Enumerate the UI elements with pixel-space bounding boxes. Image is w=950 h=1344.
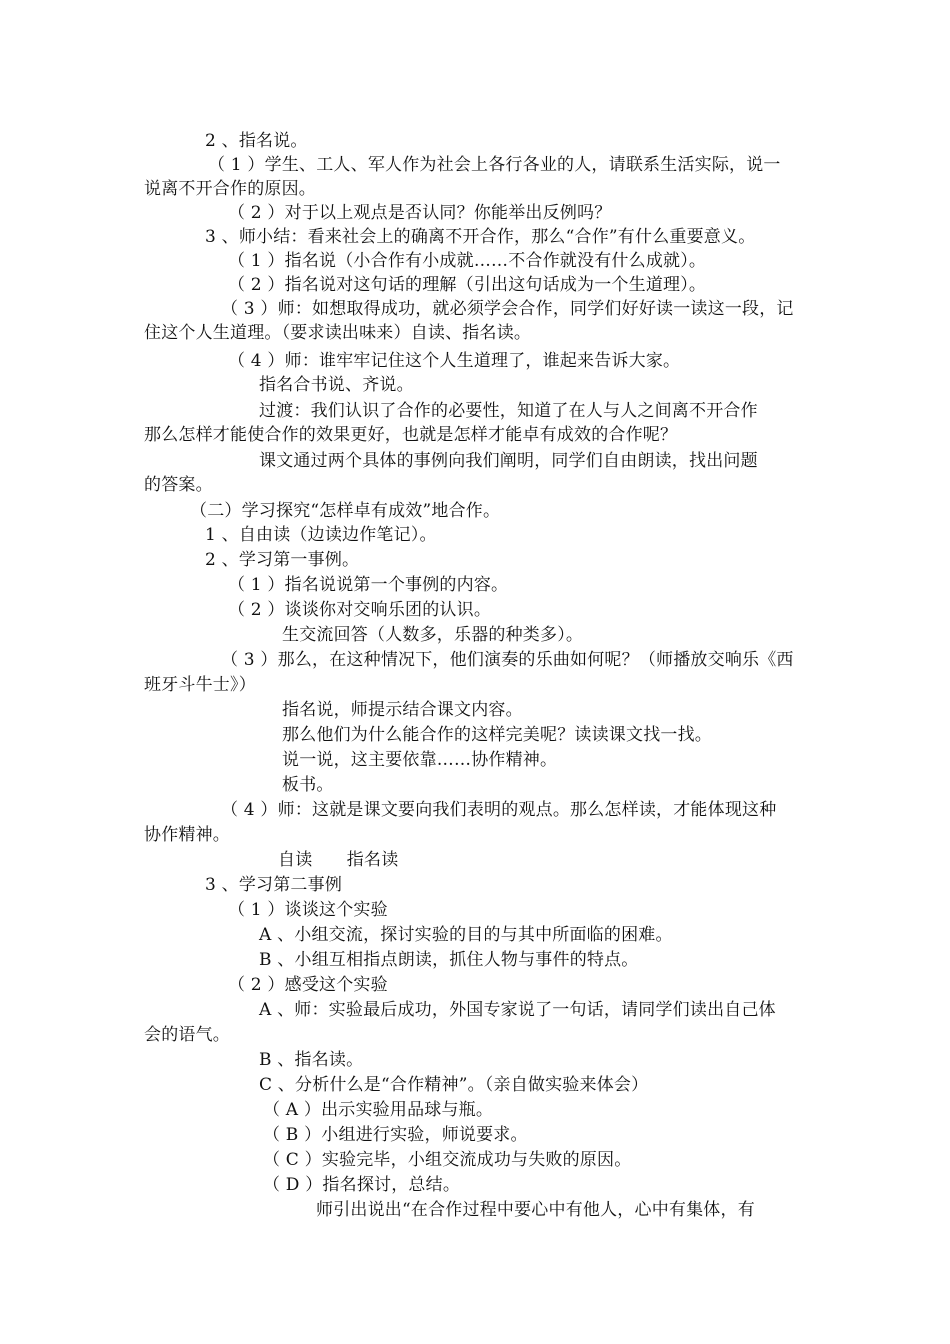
text-line: 生交流回答（人数多，乐器的种类多）。 [282, 625, 584, 645]
text-line: （ 3 ）师：如想取得成功，就必须学会合作，同学们好好读一读这一段，记 [221, 299, 794, 319]
text-line: 板书。 [282, 775, 334, 795]
text-line: B 、小组互相指点朗读，抓住人物与事件的特点。 [259, 950, 639, 970]
text-line: 指名说，师提示结合课文内容。 [282, 700, 523, 720]
text-line: B 、指名读。 [259, 1050, 364, 1070]
text-line: 3 、学习第二事例 [205, 875, 343, 895]
text-line: （ A ）出示实验用品球与瓶。 [263, 1100, 494, 1120]
text-line: A 、小组交流，探讨实验的目的与其中所面临的困难。 [259, 925, 673, 945]
text-line: 3 、师小结：看来社会上的确离不开合作，那么“合作”有什么重要意义。 [205, 227, 756, 247]
text-line: 会的语气。 [144, 1025, 230, 1045]
text-line: 那么他们为什么能合作的这样完美呢？读读课文找一找。 [282, 725, 712, 745]
text-line: 自读 指名读 [278, 850, 399, 870]
text-line: 2 、学习第一事例。 [205, 550, 360, 570]
text-line: （ 1 ）谈谈这个实验 [228, 900, 388, 920]
text-line: （ 4 ）师：谁牢牢记住这个人生道理了，谁起来告诉大家。 [228, 351, 681, 371]
text-line: 班牙斗牛士》） [144, 675, 256, 695]
text-line: 协作精神。 [144, 825, 230, 845]
text-line: （ 1 ）学生、工人、军人作为社会上各行各业的人，请联系生活实际，说一 [208, 155, 781, 175]
text-line: 说离不开合作的原因。 [144, 179, 316, 199]
text-line: 说一说，这主要依靠……协作精神。 [282, 750, 558, 770]
text-line: 师引出说出“在合作过程中要心中有他人，心中有集体，有 [316, 1200, 755, 1220]
text-line: 指名合书说、齐说。 [259, 375, 414, 395]
section-heading: （二）学习探究“怎样卓有成效”地合作。 [190, 501, 501, 521]
text-line: （ 2 ）感受这个实验 [228, 975, 388, 995]
text-line: （ B ）小组进行实验，师说要求。 [263, 1125, 528, 1145]
text-line: （ 1 ）指名说说第一个事例的内容。 [228, 575, 509, 595]
text-line: 2 、指名说。 [205, 131, 308, 151]
text-line: （ 2 ）对于以上观点是否认同？你能举出反例吗？ [228, 203, 612, 223]
text-line: A 、师：实验最后成功，外国专家说了一句话，请同学们读出自己体 [259, 1000, 776, 1020]
text-line: 课文通过两个具体的事例向我们阐明，同学们自由朗读，找出问题 [259, 451, 758, 471]
text-line: （ D ）指名探讨，总结。 [263, 1175, 461, 1195]
text-line: C 、分析什么是“合作精神”。（亲自做实验来体会） [259, 1075, 649, 1095]
text-line: 那么怎样才能使合作的效果更好，也就是怎样才能卓有成效的合作呢？ [144, 425, 678, 445]
text-line: 过渡：我们认识了合作的必要性，知道了在人与人之间离不开合作 [259, 401, 758, 421]
text-line: 住这个人生道理。（要求读出味来）自读、指名读。 [144, 323, 532, 343]
text-line: 1 、自由读（边读边作笔记）。 [205, 525, 437, 545]
text-line: （ 2 ）指名说对这句话的理解（引出这句话成为一个生道理）。 [228, 275, 707, 295]
text-line: （ 1 ）指名说（小合作有小成就……不合作就没有什么成就）。 [228, 251, 707, 271]
text-line: （ C ）实验完毕，小组交流成功与失败的原因。 [263, 1150, 632, 1170]
text-line: （ 4 ）师：这就是课文要向我们表明的观点。那么怎样读，才能体现这种 [221, 800, 777, 820]
text-line: （ 3 ）那么，在这种情况下，他们演奏的乐曲如何呢？（师播放交响乐《西 [221, 650, 794, 670]
text-line: 的答案。 [144, 475, 213, 495]
text-line: （ 2 ）谈谈你对交响乐团的认识。 [228, 600, 492, 620]
